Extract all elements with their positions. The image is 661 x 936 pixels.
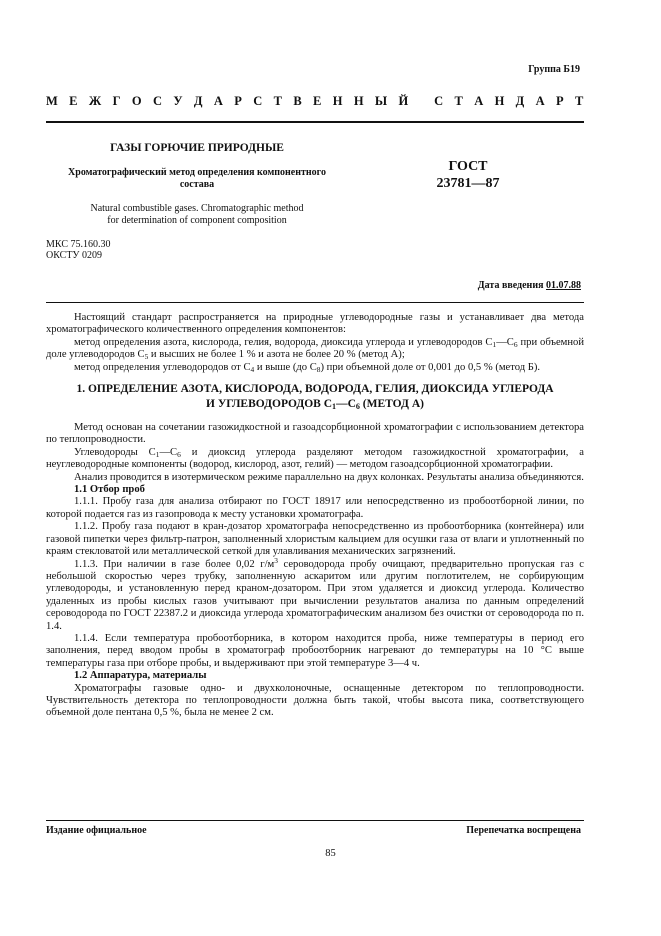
english-title-line-2: for determination of component composition	[107, 215, 287, 226]
interstate-letter: В	[293, 94, 303, 108]
classification-codes	[46, 239, 110, 261]
interstate-letter: С	[434, 94, 444, 108]
interstate-letter: Н	[353, 94, 364, 108]
english-title	[48, 203, 346, 227]
interstate-letter: Г	[112, 94, 121, 108]
interstate-letter: Ы	[374, 94, 388, 108]
analysis-paragraph: Анализ проводится в изотермическом режиме параллельно на двух колонках. Результаты анализа объединяются.	[74, 471, 584, 483]
document-body	[46, 312, 584, 720]
interstate-letter: М	[46, 94, 59, 108]
date-divider	[46, 302, 584, 303]
interstate-letter: А	[474, 94, 484, 108]
intro-paragraph: Настоящий стандарт распространяется на природные углеводородные газы и устанавливает два метода хроматографического количественного определения компонентов:	[46, 312, 584, 336]
top-divider	[46, 121, 584, 123]
interstate-letter: Ж	[88, 94, 102, 108]
effective-date-value: 01.07.88	[546, 280, 581, 291]
document-title: ГАЗЫ ГОРЮЧИЕ ПРИРОДНЫЕ	[110, 142, 284, 154]
interstate-letter: Т	[273, 94, 283, 108]
interstate-letter: А	[213, 94, 224, 108]
interstate-letter: Р	[234, 94, 243, 108]
official-edition-label: Издание официальное	[46, 825, 147, 836]
method-b-paragraph: метод определения углеводородов от $С_4$ и выше (до $С_8$) при объемной доле от 0,001 до 0,5 % (метод Б).	[74, 361, 541, 374]
gost-number	[418, 158, 518, 192]
interstate-letter: Е	[69, 94, 78, 108]
subtitle-line-1: Хроматографический метод определения компонентного	[68, 167, 326, 178]
document-subtitle	[48, 167, 346, 191]
interstate-letter: Т	[575, 94, 584, 108]
interstate-letter: Т	[454, 94, 464, 108]
section-1-1-heading: 1.1 Отбор проб	[74, 484, 145, 496]
interstate-letter: Н	[332, 94, 343, 108]
method-basis-paragraph: Метод основан на сочетании газожидкостной и газоадсорбционной хроматографии с использованием детектора по теплопроводности.	[46, 422, 584, 446]
page-number: 85	[325, 848, 336, 859]
interstate-letter: Р	[556, 94, 565, 108]
clause-1-1-3: 1.1.3. При наличии в газе более 0,02 $г/м^3$ сероводорода пробу очищают, предварительно пропуская газ с небольшой скоростью через трубку, заполненную аскаритом или другим поглотителем, не сорбирующим углеводороды, и установленную перед краном-дозатором. При этом удаляется и диоксид углерода. Количество удаленных из пробы кислых газов учитывают при вычислении результатов анализа по данным определений сероводорода по ГОСТ 22387.2 и диоксида углерода хроматографическим анализом без очистки от сероводорода по п. 1.4.	[46, 555, 584, 632]
group-code: Группа Б19	[528, 64, 580, 75]
clause-1-1-1: 1.1.1. Пробу газа для анализа отбирают по ГОСТ 18917 или непосредственно из пробоотборной линии, по которой подается газ из газопровода к месту установки хроматографа.	[46, 496, 584, 520]
interstate-letter: Е	[313, 94, 322, 108]
interstate-letter: Н	[494, 94, 505, 108]
interstate-letter: С	[152, 94, 163, 108]
section-1-heading: 1. ОПРЕДЕЛЕНИЕ АЗОТА, КИСЛОРОДА, ВОДОРОДА, ГЕЛИЯ, ДИОКСИДА УГЛЕРОДА И УГЛЕВОДОРОДОВ $С_1—С_6$ (МЕТОД А)	[76, 383, 554, 412]
interstate-letter	[420, 94, 424, 109]
english-title-line-1: Natural combustible gases. Chromatographic method	[90, 203, 304, 214]
method-a-paragraph: метод определения азота, кислорода, гелия, водорода, диоксида углерода и углеводородов $С_1—С_6$ при объемной доле углеводородов $С_5$ и высших не более 1 % и азота не более 20 % (метод А);	[46, 336, 584, 362]
interstate-standard-heading	[46, 94, 584, 109]
reprint-prohibited-label: Перепечатка воспрещена	[466, 825, 581, 836]
effective-date	[478, 280, 581, 291]
okstu-code: ОКСТУ 0209	[46, 250, 103, 261]
apparatus-paragraph: Хроматографы газовые одно- и двухколоночные, оснащенные детектором по теплопроводности. Чувствительность детектора по теплопроводности должна быть такой, чтобы высота пика, соответствующего объемной доле пентана 0,5 %, была не менее 2 см.	[46, 682, 584, 719]
interstate-letter: А	[535, 94, 546, 108]
section-1-2-heading: 1.2 Аппаратура, материалы	[74, 670, 207, 682]
mks-code: МКС 75.160.30	[46, 239, 111, 250]
clause-1-1-2: 1.1.2. Пробу газа подают в кран-дозатор хроматографа непосредственно из пробоотборника (контейнера) или газовой пипетки через фильтр-патрон, заполненный хлористым кальцием для осушки газа от влаги и уплотненный по краям стекловатой или металлической сеткой для улавливания механических загрязнений.	[46, 521, 584, 558]
interstate-letter: О	[131, 94, 143, 108]
interstate-letter: Й	[398, 94, 409, 108]
gost-label: ГОСТ	[448, 159, 488, 174]
subtitle-line-2: состава	[179, 179, 215, 190]
footer-divider	[46, 820, 584, 821]
interstate-letter: У	[173, 94, 183, 108]
interstate-letter: Д	[193, 94, 203, 108]
clause-1-1-4: 1.1.4. Если температура пробоотборника, в котором находится проба, ниже температуры в период его заполнения, перед вводом пробы в хроматограф пробоотборник нагревают до температуры на 10 °С выше температуры газа при отборе пробы, и выдерживают при этой температуре 3—4 ч.	[46, 632, 584, 669]
interstate-letter: С	[253, 94, 263, 108]
interstate-letter: Д	[515, 94, 525, 108]
gost-code: 23781—87	[436, 176, 500, 191]
effective-date-label: Дата введения	[477, 280, 544, 291]
separation-paragraph: Углеводороды $С_1—С_6$ и диоксид углерода разделяют методом газожидкостной хроматографии, а неуглеводородные компоненты (водород, кислород, азот, гелий) — методом газоадсорбционной хроматографии.	[46, 446, 585, 471]
